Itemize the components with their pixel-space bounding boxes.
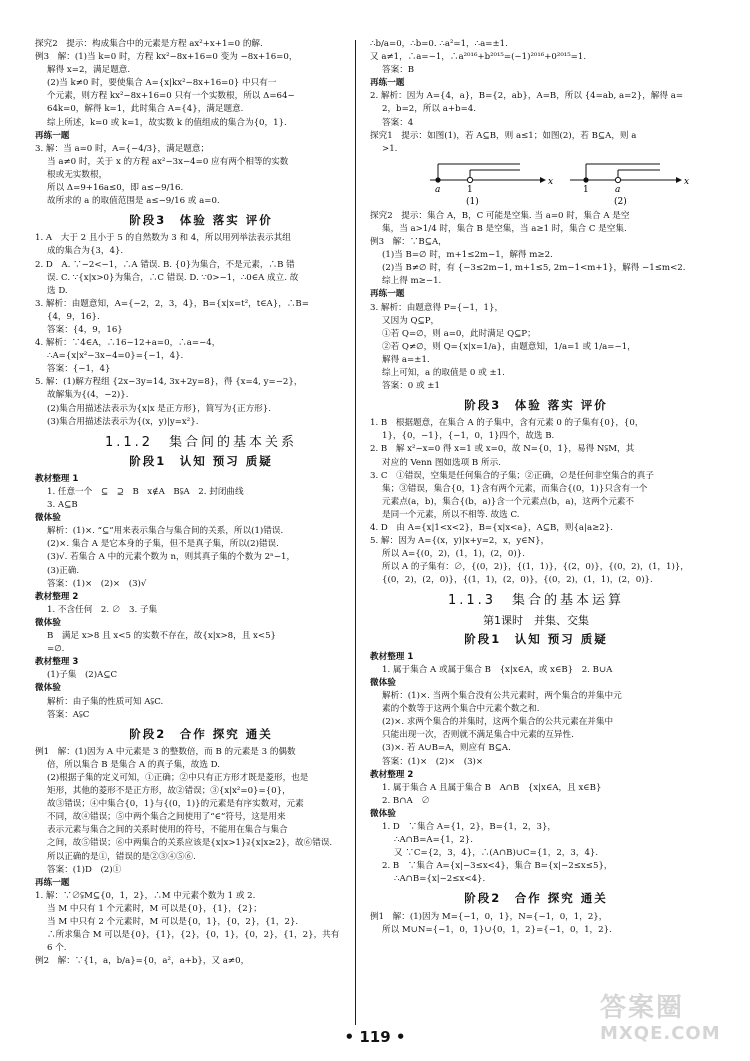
text-line: 故解集为{(4，−2)}.	[47, 390, 129, 401]
text-line: 当 M 中只有 2 个元素时，M 可以是{0，1}，{0，2}，{1，2}.	[47, 917, 299, 927]
text-line: 所以 Δ=9+16a≤0，即 a≤−9/16.	[47, 183, 184, 194]
left-column	[35, 38, 367, 968]
text-line: 倍，所以集合 B 是集合 A 的真子集，故选 D.	[47, 759, 220, 770]
text-line: 解析：由子集的性质可知 A⫋C.	[47, 696, 164, 707]
subheading: 再练一题	[370, 289, 405, 300]
text-line: 又 a≠1，∴a=−1，∴a²⁰¹⁶+b²⁰¹⁵=(−1)²⁰¹⁶+0²⁰¹⁵=1.	[370, 52, 587, 63]
text-line: 成的集合为{3，4}.	[47, 246, 124, 257]
text-line: 2. B ∵集合 A={x|−3≤x<4}，集合 B={x|−2≤x≤5}，	[382, 861, 613, 872]
text-line: 所以正确的是①，错误的是②③④⑤⑥.	[47, 851, 196, 862]
fig2-label: (2)	[614, 196, 627, 207]
text-line: (2)×. 求两个集合的并集时，这两个集合的公共元素在并集中	[382, 717, 614, 728]
text-line: 答案：(1)× (2)× (3)√	[47, 578, 147, 589]
text-line: ②若 Q≠∅，则 Q={x|x=1/a}，由题意知，1/a=1 或 1/a=−1，	[382, 341, 636, 352]
text-line: 综上可知，a 的取值是 0 或 ±1.	[382, 367, 505, 378]
text-line: 答案：{−1，4}	[47, 364, 111, 375]
text-line: 当 M 中只有 1 个元素时，M 可以是{0}，{1}，{2}；	[47, 903, 262, 914]
fig1-x: x	[548, 176, 554, 187]
text-line: 故所求的 a 的取值范围是 a≤−9/16 或 a=0.	[47, 196, 220, 207]
item-line: 探究1 提示：如图(1)，若 A⊆B，则 a≤1；如图(2)，若 B⊆A，则 a	[370, 130, 637, 141]
text-line: 1. 属于集合 A 或属于集合 B {x|x∈A，或 x∈B} 2. B∪A	[382, 664, 613, 675]
text-line: 之间，故⑤错误；⑥中两集合的关系应该是{x|x>1}⫌{x|x≥2}，故⑥错误.	[47, 838, 333, 849]
item-line: 例1 解：(1)因为 A 中元素是 3 的整数倍，而 B 的元素是 3 的偶数	[35, 746, 296, 757]
item-line: 例3 解：(1)当 k=0 时，方程 kx²−8x+16=0 变为 −8x+16=0，	[35, 52, 298, 63]
subheading: 教材整理 3	[35, 657, 79, 668]
fig2-x: x	[684, 176, 690, 187]
text-line: 只能出现一次，否则就不满足集合中元素的互异性.	[382, 730, 574, 741]
text-line: (2)当 k≠0 时，要使集合 A={x|kx²−8x+16=0} 中只有一	[47, 78, 277, 89]
text-line: 元素点(a，b)，集合{(b，a)}含一个元素点(b，a)，这两个元素不	[382, 496, 634, 507]
right-column	[370, 38, 702, 937]
subheading: 微体验	[370, 677, 396, 688]
text-line: 解得 x=2，满足题意.	[47, 65, 131, 76]
text-line: 3. C ①错误，空集是任何集合的子集；②正确，∅是任何非空集合的真子	[370, 470, 654, 481]
text-line: 素的个数等于这两个集合中元素个数之和.	[382, 704, 540, 715]
text-line: 1. 不含任何 2. ∅ 3. 子集	[47, 604, 158, 615]
text-line: (2)×. 集合 A 是它本身的子集，但不是真子集，所以(2)错误.	[47, 539, 279, 550]
text-line: ∴b/a=0，∴b=0. ∴a²=1，∴a=±1.	[370, 39, 508, 49]
text-line: 1}，{0，−1}，{−1，0，1}四个，故选 B.	[382, 431, 555, 442]
text-line: =∅.	[47, 644, 65, 655]
section-heading: 阶段2 合作 探究 通关	[464, 891, 608, 906]
fig1-label: (1)	[466, 196, 479, 207]
fig1-one: 1	[467, 184, 473, 195]
text-line: 故③错误；④中集合{0，1}与{(0，1)}的元素是有序实数对，元素	[47, 799, 304, 810]
text-line: 1. 属于集合 A 且属于集合 B A∩B {x|x∈A，且 x∈B}	[382, 782, 602, 793]
text-line: 1. A 大于 2 且小于 5 的自然数为 3 和 4，所以用列举法表示其组	[35, 233, 291, 244]
text-line: 4. D 由 A={x|1<x<2}，B={x|x<a}，A⊆B，则{a|a≥2}.	[370, 523, 613, 533]
text-line: 所以 A 的子集有：∅，{(0，2)}，{(1，1)}，{(2，0)}，{(0，2)，(1，1)}，	[382, 562, 689, 573]
text-line: 答案：(1)D (2)①	[47, 864, 122, 875]
text-line: 根或无实数根，	[47, 169, 108, 180]
item-line: 探究2 提示：构成集合中的元素是方程 ax²+x+1=0 的解.	[35, 39, 263, 49]
subheading: 教材整理 2	[370, 769, 414, 780]
subheading: 再练一题	[370, 78, 405, 89]
section-heading: 阶段3 体验 落实 评价	[464, 398, 608, 413]
chapter-heading: 1.1.3 集合的基本运算	[447, 593, 625, 609]
text-line: 是同一个元素，所以不相等. 故选 C.	[382, 509, 520, 520]
text-line: 3. 解析：由题意得 P={−1，1}，	[370, 302, 504, 313]
item-line: 3. 解：当 a=0 时，A={−4/3}，满足题意；	[35, 143, 210, 154]
text-line: 选 D.	[47, 285, 68, 296]
text-line: 解得 a=±1.	[382, 354, 430, 365]
text-line: {4，9，16}.	[47, 311, 100, 322]
text-line: B 满足 x>8 且 x<5 的实数不存在，故{x|x>8，且 x<5}	[47, 631, 277, 642]
text-line: 表示元素与集合之间的关系时使用的符号，不能用在集合与集合	[47, 825, 288, 836]
text-line: 答案：4	[382, 117, 414, 128]
text-line: 答案：A⫋C	[47, 709, 90, 720]
text-line: ∴A∩B={x|−2≤x<4}.	[394, 874, 486, 885]
text-line: ∴A={x|x²−3x−4=0}={−1，4}.	[47, 351, 184, 362]
subheading: 再练一题	[35, 877, 70, 888]
page-number: • 119 •	[344, 1028, 406, 1046]
text-line: (3)正确.	[47, 565, 80, 576]
column-divider	[355, 40, 356, 1025]
subheading: 教材整理 1	[370, 651, 414, 662]
text-line: (1)当 B=∅ 时，m+1≤2m−1，解得 m≥2.	[382, 250, 553, 261]
text-line: 答案：0 或 ±1	[382, 381, 440, 392]
text-line: 集；③错误，集合{0，1}含有两个元素，而集合{(0，1)}只含有一个	[382, 483, 648, 494]
text-line: 2. B∩A ∅	[382, 795, 430, 806]
text-line: 2，b=2，所以 a+b=4.	[382, 104, 476, 115]
text-line: 6 个.	[47, 943, 67, 954]
subheading: 微体验	[35, 513, 61, 524]
text-line: 不同，故④错误；⑤中两个集合之间使用了“∈”符号，这是用来	[47, 812, 286, 823]
text-line: 综上所述，k=0 或 k=1，故实数 k 的值组成的集合为{0，1}.	[47, 117, 287, 128]
text-line: 答案：(1)× (2)× (3)×	[382, 756, 484, 767]
text-line: 个元素，则方程 kx²−8x+16=0 只有一个实数根，所以 Δ=64−	[47, 91, 295, 102]
fig2-one: 1	[583, 184, 589, 195]
text-line: ∴所求集合 M 可以是{0}，{1}，{2}，{0，1}，{0，2}，{1，2}，共有	[47, 930, 340, 941]
text-line: (3)集合用描述法表示为{(x，y)|y=x²}.	[47, 416, 199, 427]
text-line: 所以 M∪N={−1，0，1}∪{0，1，2}={−1，0，1，2}.	[382, 924, 612, 935]
section-heading: 阶段1 认知 预习 质疑	[464, 631, 608, 646]
text-line: (1)子集 (2)A⊆C	[47, 670, 118, 681]
lesson-heading: 第1课时 并集、交集	[483, 613, 589, 627]
subheading: 微体验	[35, 617, 61, 628]
text-line: 64k=0，解得 k=1，此时集合 A={4}，满足题意.	[47, 104, 244, 115]
text-line: 答案：B	[382, 65, 415, 76]
text-line: 3. A⊆B	[47, 500, 78, 511]
text-line: 集，当 a>1/4 时，集合 B 是空集，当 a≥1 时，集合 C 是空集.	[382, 223, 627, 234]
watermark-logo	[600, 993, 728, 1049]
text-line: 3. 解析：由题意知，A={−2，2，3，4}，B={x|x=t²，t∈A}，∴B=	[35, 298, 309, 309]
item-line: 例1 解：(1)因为 M={−1，0，1}，N={−1，0，1，2}，	[370, 911, 608, 922]
text-line: 又 ∵C={2，3，4}，∴(A∩B)∪C={1，2，3，4}.	[394, 848, 599, 859]
section-heading: 阶段2 合作 探究 通关	[129, 726, 273, 741]
text-line: (2)当 B≠∅ 时，有 {−3≤2m−1, m+1≤5, 2m−1<m+1}，解得 −1≤m<2.	[382, 263, 686, 274]
text-line: ∴A∩B=A={1，2}.	[394, 835, 473, 846]
watermark-top: 答案圈	[600, 993, 685, 1023]
text-line: 所以 A={(0，2)，(1，1)，(2，0)}.	[382, 549, 525, 560]
text-line: 又因为 Q⊆P，	[382, 315, 440, 326]
text-line: 误. C. ∵{x|x>0}为集合，∴C 错误. D. ∵0>−1，∴0∈A 成立. 故	[47, 272, 299, 283]
text-line: (2)根据子集的定义可知，①正确；②中只有正方形才既是菱形，也是	[47, 772, 309, 783]
text-line: >1.	[382, 143, 398, 154]
text-line: 5. 解：因为 A={(x，y)|x+y=2，x，y∈N}，	[370, 536, 550, 547]
text-line: 综上得 m≥−1.	[382, 276, 442, 287]
text-line: 2. B 解 x²−x=0 得 x=1 或 x=0，故 N={0，1}，易得 N⫋M，其	[370, 444, 635, 455]
number-line-figures	[370, 158, 702, 208]
text-line: 1. B 根据题意，在集合 A 的子集中，含有元素 0 的子集有{0}，{0，	[370, 418, 644, 429]
text-line: 解析：(1)×. 当两个集合没有公共元素时，两个集合的并集中元	[382, 691, 622, 702]
text-line: 答案：{4，9，16}	[47, 324, 123, 335]
text-line: 4. 解析：∵4∈A，∴16−12+a=0，∴a=−4，	[35, 338, 221, 349]
text-line: (3)×. 若 A∪B=A，则应有 B⊆A.	[382, 743, 511, 754]
text-line: ①若 Q=∅，则 a=0，此时满足 Q⊆P；	[382, 328, 536, 339]
text-line: 2. 解析：因为 A={4，a}，B={2，ab}，A=B，所以 {4=ab, a=2}，解得 a=	[370, 91, 684, 102]
text-line: (3)√. 若集合 A 中的元素个数为 n，则其真子集的个数为 2ⁿ−1，	[47, 552, 296, 563]
item-line: 例3 解：∵B⊆A，	[370, 237, 447, 248]
watermark-bottom: MXQE.COM	[600, 1023, 721, 1044]
text-line: 解析：(1)×. “⊆”用来表示集合与集合间的关系，所以(1)错误.	[47, 526, 284, 537]
text-line: 矩形，其他的菱形不是正方形，故②错误；③{x|x²=0}={0}，	[47, 786, 291, 797]
text-line: 1. 解：∵∅⫋M⊆{0，1，2}，∴M 中元素个数为 1 或 2.	[35, 890, 256, 901]
item-line: 探究2 提示：集合 A，B，C 可能是空集. 当 a=0 时，集合 A 是空	[370, 210, 630, 221]
subheading: 教材整理 1	[35, 473, 79, 484]
chapter-heading: 1.1.2 集合间的基本关系	[104, 434, 298, 450]
subheading: 微体验	[35, 683, 61, 694]
text-line: 1. D ∵集合 A={1，2}，B={1，2，3}，	[382, 821, 557, 832]
subheading: 教材整理 2	[35, 591, 79, 602]
item-line: 例2 解：∵{1，a，b/a}={0，a²，a+b}，又 a≠0，	[35, 956, 250, 967]
text-line: 当 a≠0 时，关于 x 的方程 ax²−3x−4=0 应有两个相等的实数	[47, 156, 289, 167]
fig2-a: a	[615, 184, 621, 195]
text-line: 2. D A. ∵−2<−1，∴A 错误. B. {0}为集合，不是元素，∴B 错	[35, 259, 295, 270]
subheading: 再练一题	[35, 130, 70, 141]
text-line: 5. 解：(1)解方程组 {2x−3y=14, 3x+2y=8}，得 {x=4, y=−2}，	[35, 377, 303, 388]
text-line: (2)集合用描述法表示为{x|x 是正方形}，简写为{正方形}.	[47, 403, 271, 414]
fig1-a: a	[435, 184, 441, 195]
section-heading: 阶段3 体验 落实 评价	[129, 213, 273, 228]
text-line: 1. 任意一个 ⊆ ⊇ B x∉A B⫋A 2. 封闭曲线	[47, 487, 244, 497]
text-line: {(0，2)，(2，0)}，{(1，1)，(2，0)}，{(0，2)，(1，1)，(2，0)}.	[382, 575, 653, 586]
subheading: 微体验	[370, 808, 396, 819]
text-line: 对应的 Venn 图如选项 B 所示.	[382, 457, 501, 468]
section-heading: 阶段1 认知 预习 质疑	[129, 453, 273, 468]
